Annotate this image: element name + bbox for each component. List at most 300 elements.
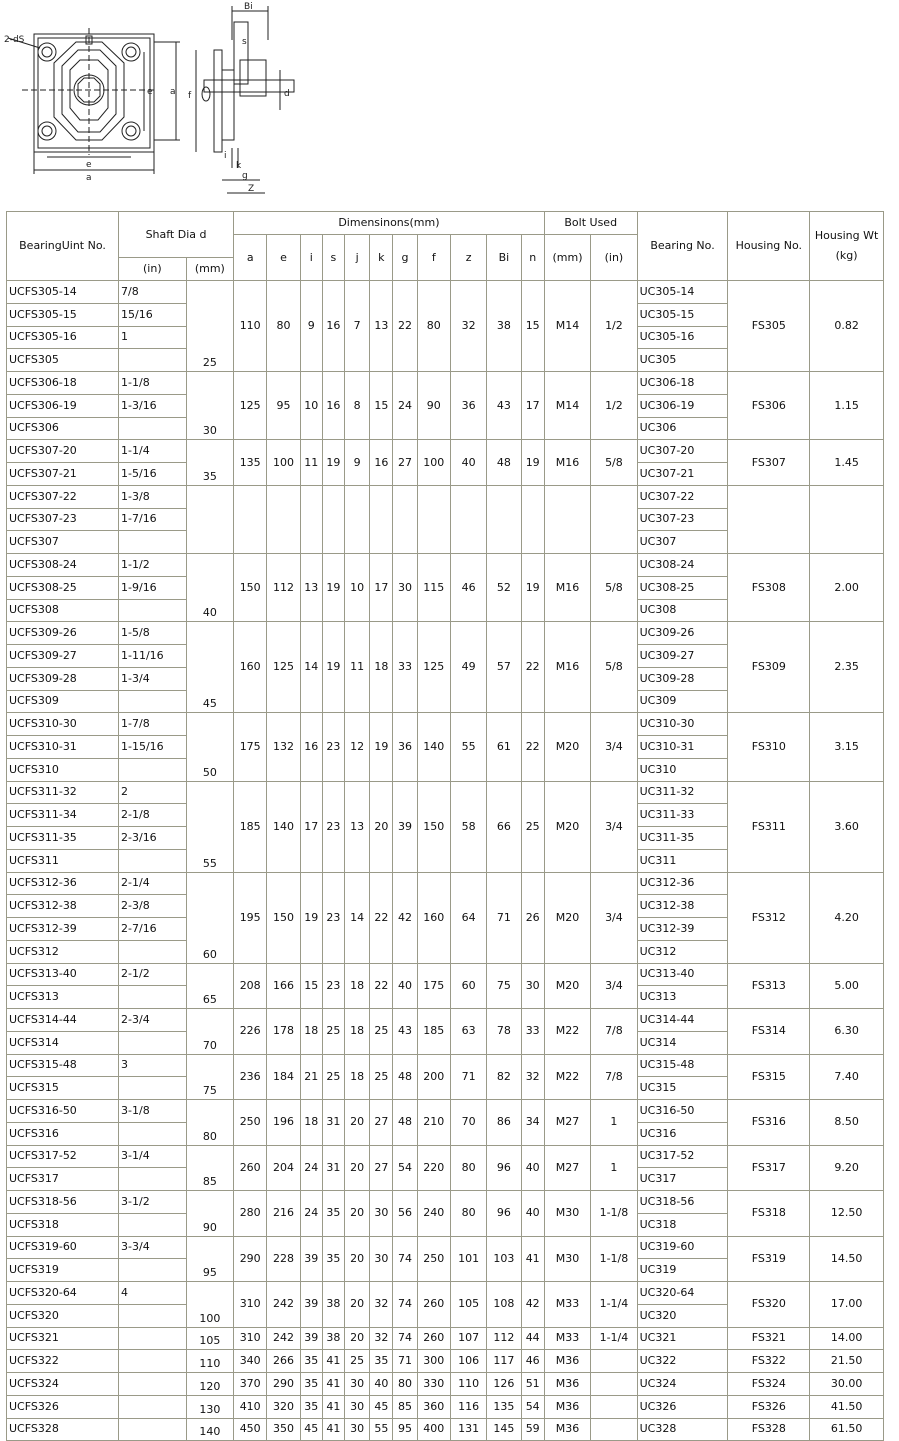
bolt-in-cell: 1-1/4 [591, 1282, 637, 1328]
dim-j-cell: 30 [345, 1418, 370, 1441]
bearing-no-cell: UC311-33 [637, 804, 728, 827]
bearing-no-cell: UC315 [637, 1077, 728, 1100]
dim-i-cell: 19 [300, 872, 322, 963]
unit-no-cell: UCFS328 [7, 1418, 119, 1441]
dim-i-cell: 24 [300, 1145, 322, 1191]
bearing-no-cell: UC311 [637, 849, 728, 872]
housing-no-cell: FS307 [728, 440, 810, 486]
housing-wt-cell: 41.50 [810, 1395, 884, 1418]
dim-e-cell: 320 [267, 1395, 300, 1418]
bolt-in-cell: 7/8 [591, 1054, 637, 1100]
table-row [7, 781, 884, 804]
dim-z-cell: 110 [450, 1373, 486, 1396]
dim-e-cell: 228 [267, 1236, 300, 1282]
dim-g-cell: 39 [393, 781, 417, 872]
bearing-no-cell: UC314 [637, 1031, 728, 1054]
dim-i-cell: 39 [300, 1327, 322, 1350]
bolt-mm-cell: M14 [544, 372, 590, 440]
dim-i-cell: 39 [300, 1236, 322, 1282]
unit-no-cell: UCFS315-48 [7, 1054, 119, 1077]
dim-a-cell: 260 [234, 1145, 267, 1191]
label-ds: 2-dS [4, 35, 25, 45]
col-dim-s: s [322, 235, 344, 281]
dim-k-cell: 22 [370, 872, 393, 963]
bearing-no-cell: UC305-15 [637, 303, 728, 326]
shaft-in-cell [119, 1395, 187, 1418]
bearing-no-cell: UC310-31 [637, 736, 728, 759]
dim-a-cell: 208 [234, 963, 267, 1009]
shaft-in-cell: 2-3/16 [119, 827, 187, 850]
dim-s-cell: 23 [322, 872, 344, 963]
bearing-no-cell: UC305-14 [637, 281, 728, 304]
shaft-mm-cell [186, 485, 233, 553]
shaft-mm-cell: 75 [186, 1054, 233, 1100]
dim-e-cell [267, 485, 300, 553]
col-dim-i: i [300, 235, 322, 281]
dim-j-cell: 30 [345, 1395, 370, 1418]
dim-e-cell: 132 [267, 713, 300, 781]
dim-g-cell: 85 [393, 1395, 417, 1418]
dim-bi-cell: 126 [487, 1373, 521, 1396]
dim-n-cell: 19 [521, 554, 544, 622]
dim-k-cell: 25 [370, 1009, 393, 1055]
dim-f-cell: 260 [417, 1327, 450, 1350]
dim-s-cell: 41 [322, 1418, 344, 1441]
dim-i-cell: 45 [300, 1418, 322, 1441]
col-dimensions: Dimensinons(mm) [234, 212, 545, 235]
bolt-mm-cell [544, 485, 590, 553]
shaft-mm-cell: 105 [186, 1327, 233, 1350]
bolt-in-cell: 5/8 [591, 440, 637, 486]
dim-n-cell: 15 [521, 281, 544, 372]
shaft-in-cell: 2-1/2 [119, 963, 187, 986]
dim-bi-cell: 43 [487, 372, 521, 440]
housing-wt-cell: 14.50 [810, 1236, 884, 1282]
dim-a-cell: 150 [234, 554, 267, 622]
dim-bi-cell: 66 [487, 781, 521, 872]
dim-i-cell: 9 [300, 281, 322, 372]
dim-e-cell: 95 [267, 372, 300, 440]
table-row [7, 554, 884, 577]
bolt-mm-cell: M33 [544, 1327, 590, 1350]
bolt-mm-cell: M33 [544, 1282, 590, 1328]
dim-j-cell: 11 [345, 622, 370, 713]
unit-no-cell: UCFS307 [7, 531, 119, 554]
bearing-no-cell: UC308 [637, 599, 728, 622]
dim-g-cell: 54 [393, 1145, 417, 1191]
dim-bi-cell: 82 [487, 1054, 521, 1100]
dim-f-cell: 175 [417, 963, 450, 1009]
dim-a-cell: 410 [234, 1395, 267, 1418]
housing-wt-cell: 5.00 [810, 963, 884, 1009]
shaft-in-cell: 1-3/16 [119, 394, 187, 417]
housing-no-cell: FS313 [728, 963, 810, 1009]
label-d: d [284, 89, 290, 99]
dim-k-cell: 55 [370, 1418, 393, 1441]
dim-g-cell: 42 [393, 872, 417, 963]
shaft-mm-cell: 25 [186, 281, 233, 372]
bearing-no-cell: UC313 [637, 986, 728, 1009]
shaft-in-cell [119, 1418, 187, 1441]
unit-no-cell: UCFS313-40 [7, 963, 119, 986]
dim-g-cell [393, 485, 417, 553]
unit-no-cell: UCFS307-22 [7, 485, 119, 508]
unit-no-cell: UCFS306 [7, 417, 119, 440]
table-row [7, 1395, 884, 1418]
dim-f-cell: 80 [417, 281, 450, 372]
bolt-mm-cell: M16 [544, 440, 590, 486]
dim-z-cell: 106 [450, 1350, 486, 1373]
housing-wt-cell: 17.00 [810, 1282, 884, 1328]
dim-n-cell: 25 [521, 781, 544, 872]
label-f: f [188, 91, 192, 101]
shaft-mm-cell: 60 [186, 872, 233, 963]
bearing-no-cell: UC321 [637, 1327, 728, 1350]
unit-no-cell: UCFS309-26 [7, 622, 119, 645]
col-dim-e: e [267, 235, 300, 281]
dim-bi-cell: 78 [487, 1009, 521, 1055]
dim-j-cell: 9 [345, 440, 370, 486]
housing-no-cell: FS310 [728, 713, 810, 781]
bearing-no-cell: UC312-38 [637, 895, 728, 918]
dim-e-cell: 166 [267, 963, 300, 1009]
dim-g-cell: 95 [393, 1418, 417, 1441]
unit-no-cell: UCFS314-44 [7, 1009, 119, 1032]
shaft-in-cell [119, 849, 187, 872]
bolt-in-cell [591, 1350, 637, 1373]
shaft-in-cell: 1-5/8 [119, 622, 187, 645]
housing-wt-cell: 21.50 [810, 1350, 884, 1373]
unit-no-cell: UCFS307-21 [7, 463, 119, 486]
col-dim-f: f [417, 235, 450, 281]
dim-j-cell: 20 [345, 1327, 370, 1350]
bolt-in-cell: 5/8 [591, 622, 637, 713]
bolt-mm-cell: M36 [544, 1395, 590, 1418]
dim-a-cell: 310 [234, 1327, 267, 1350]
dim-z-cell: 116 [450, 1395, 486, 1418]
shaft-in-cell: 3-1/8 [119, 1100, 187, 1123]
shaft-in-cell: 1-3/4 [119, 667, 187, 690]
unit-no-cell: UCFS326 [7, 1395, 119, 1418]
col-dim-g: g [393, 235, 417, 281]
table-row [7, 1350, 884, 1373]
bolt-mm-cell: M27 [544, 1100, 590, 1146]
shaft-mm-cell: 50 [186, 713, 233, 781]
shaft-in-cell [119, 1259, 187, 1282]
housing-wt-cell: 3.60 [810, 781, 884, 872]
shaft-mm-cell: 65 [186, 963, 233, 1009]
bearing-no-cell: UC307-20 [637, 440, 728, 463]
dim-a-cell: 280 [234, 1191, 267, 1237]
unit-no-cell: UCFS321 [7, 1327, 119, 1350]
dim-n-cell: 44 [521, 1327, 544, 1350]
shaft-mm-cell: 35 [186, 440, 233, 486]
dim-g-cell: 40 [393, 963, 417, 1009]
bolt-mm-cell: M30 [544, 1236, 590, 1282]
dim-g-cell: 36 [393, 713, 417, 781]
unit-no-cell: UCFS309 [7, 690, 119, 713]
dim-s-cell: 35 [322, 1191, 344, 1237]
dim-s-cell: 38 [322, 1327, 344, 1350]
housing-no-cell: FS317 [728, 1145, 810, 1191]
dim-s-cell: 31 [322, 1145, 344, 1191]
dim-i-cell: 17 [300, 781, 322, 872]
dim-j-cell: 20 [345, 1100, 370, 1146]
dim-g-cell: 30 [393, 554, 417, 622]
dim-k-cell: 16 [370, 440, 393, 486]
dim-f-cell [417, 485, 450, 553]
col-dim-k: k [370, 235, 393, 281]
shaft-mm-cell: 80 [186, 1100, 233, 1146]
dim-f-cell: 220 [417, 1145, 450, 1191]
dim-f-cell: 360 [417, 1395, 450, 1418]
dim-e-cell: 125 [267, 622, 300, 713]
shaft-in-cell [119, 690, 187, 713]
housing-wt-cell: 3.15 [810, 713, 884, 781]
dim-f-cell: 160 [417, 872, 450, 963]
unit-no-cell: UCFS305 [7, 349, 119, 372]
dim-f-cell: 330 [417, 1373, 450, 1396]
shaft-in-cell: 1-15/16 [119, 736, 187, 759]
dim-f-cell: 260 [417, 1282, 450, 1328]
dim-bi-cell: 112 [487, 1327, 521, 1350]
dim-k-cell: 15 [370, 372, 393, 440]
bearing-no-cell: UC305 [637, 349, 728, 372]
dim-g-cell: 22 [393, 281, 417, 372]
bolt-in-cell: 1/2 [591, 281, 637, 372]
shaft-in-cell [119, 1213, 187, 1236]
shaft-in-cell: 2-3/8 [119, 895, 187, 918]
unit-no-cell: UCFS314 [7, 1031, 119, 1054]
housing-wt-cell: 61.50 [810, 1418, 884, 1441]
dim-j-cell: 14 [345, 872, 370, 963]
dim-z-cell: 70 [450, 1100, 486, 1146]
unit-no-cell: UCFS311 [7, 849, 119, 872]
shaft-in-cell [119, 599, 187, 622]
dim-bi-cell: 71 [487, 872, 521, 963]
bearing-no-cell: UC311-32 [637, 781, 728, 804]
table-row [7, 872, 884, 895]
bolt-mm-cell: M36 [544, 1350, 590, 1373]
bearing-no-cell: UC326 [637, 1395, 728, 1418]
col-dim-n: n [521, 235, 544, 281]
shaft-in-cell: 1-9/16 [119, 576, 187, 599]
housing-wt-cell: 4.20 [810, 872, 884, 963]
dim-j-cell: 18 [345, 1054, 370, 1100]
dim-k-cell: 40 [370, 1373, 393, 1396]
dim-a-cell: 310 [234, 1282, 267, 1328]
dim-i-cell: 18 [300, 1100, 322, 1146]
bearing-no-cell: UC305-16 [637, 326, 728, 349]
housing-no-cell: FS316 [728, 1100, 810, 1146]
bearing-no-cell: UC318 [637, 1213, 728, 1236]
dim-n-cell: 30 [521, 963, 544, 1009]
dim-s-cell [322, 485, 344, 553]
bearing-no-cell: UC314-44 [637, 1009, 728, 1032]
unit-no-cell: UCFS307-23 [7, 508, 119, 531]
dim-k-cell: 20 [370, 781, 393, 872]
dim-f-cell: 150 [417, 781, 450, 872]
bolt-mm-cell: M14 [544, 281, 590, 372]
housing-wt-cell: 2.00 [810, 554, 884, 622]
bolt-in-cell: 3/4 [591, 963, 637, 1009]
shaft-in-cell [119, 1373, 187, 1396]
dim-k-cell: 18 [370, 622, 393, 713]
dim-bi-cell: 38 [487, 281, 521, 372]
dim-a-cell: 125 [234, 372, 267, 440]
dim-g-cell: 56 [393, 1191, 417, 1237]
dim-bi-cell: 75 [487, 963, 521, 1009]
dim-bi-cell: 61 [487, 713, 521, 781]
dim-k-cell: 30 [370, 1191, 393, 1237]
dim-z-cell: 64 [450, 872, 486, 963]
bolt-mm-cell: M22 [544, 1009, 590, 1055]
dim-bi-cell [487, 485, 521, 553]
housing-no-cell: FS318 [728, 1191, 810, 1237]
dim-n-cell: 59 [521, 1418, 544, 1441]
table-row [7, 963, 884, 986]
bolt-in-cell [591, 1373, 637, 1396]
bolt-in-cell: 3/4 [591, 713, 637, 781]
dim-a-cell: 135 [234, 440, 267, 486]
unit-no-cell: UCFS316 [7, 1122, 119, 1145]
unit-no-cell: UCFS313 [7, 986, 119, 1009]
unit-no-cell: UCFS306-18 [7, 372, 119, 395]
dim-f-cell: 240 [417, 1191, 450, 1237]
shaft-in-cell [119, 349, 187, 372]
dim-f-cell: 210 [417, 1100, 450, 1146]
shaft-in-cell: 3 [119, 1054, 187, 1077]
unit-no-cell: UCFS319 [7, 1259, 119, 1282]
dim-e-cell: 184 [267, 1054, 300, 1100]
dim-k-cell [370, 485, 393, 553]
dim-f-cell: 185 [417, 1009, 450, 1055]
col-shaft-mm: (mm) [186, 258, 233, 281]
dim-k-cell: 45 [370, 1395, 393, 1418]
dim-s-cell: 16 [322, 281, 344, 372]
housing-no-cell: FS320 [728, 1282, 810, 1328]
dim-f-cell: 125 [417, 622, 450, 713]
col-dim-z: z [450, 235, 486, 281]
shaft-in-cell: 3-1/2 [119, 1191, 187, 1214]
bolt-in-cell: 1 [591, 1145, 637, 1191]
shaft-in-cell [119, 758, 187, 781]
housing-no-cell: FS306 [728, 372, 810, 440]
housing-no-cell: FS309 [728, 622, 810, 713]
bolt-mm-cell: M20 [544, 713, 590, 781]
shaft-in-cell [119, 531, 187, 554]
bearing-no-cell: UC306-18 [637, 372, 728, 395]
dim-g-cell: 27 [393, 440, 417, 486]
dim-n-cell: 32 [521, 1054, 544, 1100]
bolt-mm-cell: M16 [544, 554, 590, 622]
dim-k-cell: 32 [370, 1282, 393, 1328]
dim-f-cell: 90 [417, 372, 450, 440]
dim-bi-cell: 108 [487, 1282, 521, 1328]
table-row [7, 1191, 884, 1214]
dim-bi-cell: 96 [487, 1191, 521, 1237]
table-row [7, 440, 884, 463]
table-row [7, 1327, 884, 1350]
dim-j-cell: 20 [345, 1145, 370, 1191]
housing-wt-cell [810, 485, 884, 553]
shaft-mm-cell: 90 [186, 1191, 233, 1237]
bearing-no-cell: UC322 [637, 1350, 728, 1373]
dim-n-cell: 41 [521, 1236, 544, 1282]
bearing-no-cell: UC312-39 [637, 918, 728, 941]
dim-i-cell: 35 [300, 1350, 322, 1373]
dim-e-cell: 266 [267, 1350, 300, 1373]
unit-no-cell: UCFS322 [7, 1350, 119, 1373]
dim-i-cell: 35 [300, 1395, 322, 1418]
dim-g-cell: 48 [393, 1100, 417, 1146]
table-row [7, 485, 884, 508]
bolt-in-cell [591, 485, 637, 553]
dim-n-cell: 54 [521, 1395, 544, 1418]
dim-s-cell: 25 [322, 1054, 344, 1100]
dim-z-cell: 55 [450, 713, 486, 781]
bearing-no-cell: UC318-56 [637, 1191, 728, 1214]
unit-no-cell: UCFS320 [7, 1304, 119, 1327]
label-e-side: e [147, 87, 153, 97]
housing-wt-cell: 2.35 [810, 622, 884, 713]
dim-n-cell: 17 [521, 372, 544, 440]
dim-j-cell: 25 [345, 1350, 370, 1373]
unit-no-cell: UCFS311-34 [7, 804, 119, 827]
dim-e-cell: 140 [267, 781, 300, 872]
dim-z-cell: 107 [450, 1327, 486, 1350]
housing-no-cell: FS328 [728, 1418, 810, 1441]
dim-k-cell: 22 [370, 963, 393, 1009]
shaft-in-cell [119, 1031, 187, 1054]
housing-no-cell: FS315 [728, 1054, 810, 1100]
shaft-in-cell: 3-1/4 [119, 1145, 187, 1168]
label-i: i [224, 151, 227, 161]
col-housing-no: Housing No. [728, 212, 810, 281]
dim-z-cell: 63 [450, 1009, 486, 1055]
unit-no-cell: UCFS312-36 [7, 872, 119, 895]
bearing-no-cell: UC307-21 [637, 463, 728, 486]
dim-i-cell: 21 [300, 1054, 322, 1100]
dim-s-cell: 19 [322, 622, 344, 713]
label-g: g [242, 171, 248, 181]
dim-a-cell: 226 [234, 1009, 267, 1055]
dim-s-cell: 23 [322, 963, 344, 1009]
bolt-mm-cell: M36 [544, 1373, 590, 1396]
shaft-in-cell [119, 417, 187, 440]
dim-e-cell: 242 [267, 1327, 300, 1350]
bearing-no-cell: UC324 [637, 1373, 728, 1396]
bearing-no-cell: UC309-26 [637, 622, 728, 645]
shaft-in-cell [119, 1304, 187, 1327]
col-dim-a: a [234, 235, 267, 281]
dim-k-cell: 30 [370, 1236, 393, 1282]
shaft-mm-cell: 100 [186, 1282, 233, 1328]
dim-n-cell: 19 [521, 440, 544, 486]
dim-j-cell [345, 485, 370, 553]
unit-no-cell: UCFS312-38 [7, 895, 119, 918]
dim-s-cell: 23 [322, 781, 344, 872]
shaft-in-cell: 2-1/8 [119, 804, 187, 827]
dim-e-cell: 350 [267, 1418, 300, 1441]
label-z: Z [248, 184, 255, 194]
table-row [7, 1100, 884, 1123]
dim-n-cell: 40 [521, 1145, 544, 1191]
bearing-no-cell: UC320-64 [637, 1282, 728, 1305]
shaft-mm-cell: 130 [186, 1395, 233, 1418]
dim-g-cell: 71 [393, 1350, 417, 1373]
dim-e-cell: 100 [267, 440, 300, 486]
